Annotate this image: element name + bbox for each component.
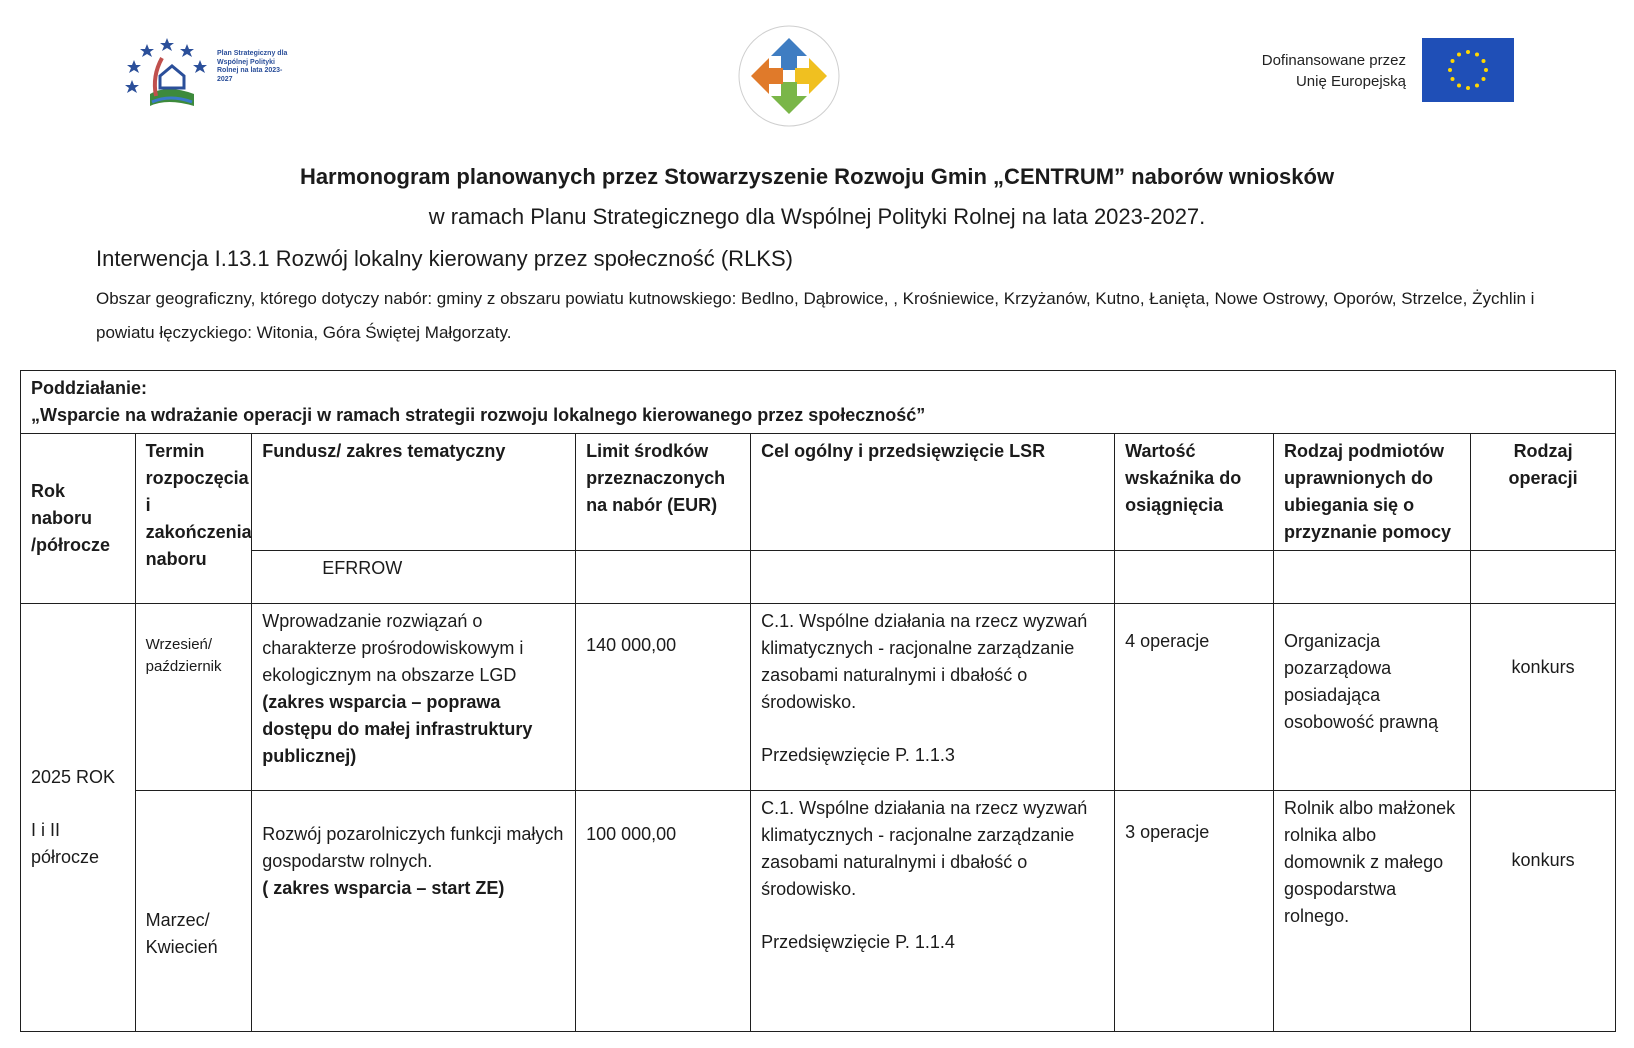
header-podmioty: Rodzaj podmiotów uprawnionych do ubiegania się o przyznanie pomocy [1274,434,1471,551]
header-rodzaj: Rodzaj operacji [1471,434,1616,551]
wartosc-cell: 4 operacje [1115,604,1274,791]
fundusz-cell [252,604,576,791]
cel-text: C.1. Wspólne działania na rzecz wyzwań klimatycznych - racjonalne zarządzanie zasobami naturalnymi i dbałość o środowisko. [761,611,1088,712]
fund-row-empty [576,551,751,604]
fundusz-text: Rozwój pozarolniczych funkcji małych gospodarstw rolnych. [262,824,564,871]
fund-row-empty [751,551,1115,604]
page-title: Harmonogram planowanych przez Stowarzyszenie Rozwoju Gmin „CENTRUM” naborów wniosków [299,164,1335,189]
header-fundusz: Fundusz/ zakres tematyczny [252,434,576,551]
podmioty-cell: Rolnik albo małżonek rolnika albo domownik z małego gospodarstwa rolnego. [1274,791,1471,1032]
eu-text-line2: Unię Europejską [1295,73,1406,90]
header-wartosc: Wartość wskaźnika do osiągnięcia [1115,434,1274,551]
schedule-table [20,370,1616,1032]
header-limit: Limit środków przeznaczonych na nabór (EUR) [576,434,751,551]
fund-row-empty [1471,551,1616,604]
wartosc-cell: 3 operacje [1115,791,1274,1032]
termin-cell: Marzec/ Kwiecień [135,791,252,1032]
fundusz-text: Wprowadzanie rozwiązań o charakterze prośrodowiskowym i ekologicznym na obszarze LGD [262,611,524,685]
cel-text: C.1. Wspólne działania na rzecz wyzwań klimatycznych - racjonalne zarządzanie zasobami naturalnymi i dbałość o środowisko. [761,798,1088,899]
fundusz-cell [252,791,576,1032]
wpr-logo-text: Plan Strategiczny dla Wspólnej Polityki Rolnej na lata 2023-2027 [217,50,288,83]
table-subtitle-row [21,371,1616,434]
year-label: 2025 ROK [31,767,116,787]
rodzaj-cell: konkurs [1471,791,1616,1032]
fundusz-scope: (zakres wsparcia – poprawa dostępu do małej infrastruktury publicznej) [262,692,533,766]
limit-cell: 100 000,00 [576,791,751,1032]
rodzaj-cell: konkurs [1471,604,1616,791]
fund-row-empty [1274,551,1471,604]
year-cell [21,604,136,1032]
subtitle-label: Poddziałanie: [31,378,148,398]
limit-cell: 140 000,00 [576,604,751,791]
eu-funding-logo [1238,48,1518,108]
eu-funding-text [1238,50,1406,92]
termin-cell: Wrzesień/ październik [135,604,252,791]
subtitle-text: „Wsparcie na wdrażanie operacji w ramach strategii rozwoju lokalnego kierowanego przez społeczność” [31,405,926,425]
header-termin: Termin rozpoczęcia i zakończenia naboru [135,434,252,604]
podmioty-cell: Organizacja pozarządowa posiadająca osobowość prawną [1274,604,1471,791]
intervention-title: Interwencja I.13.1 Rozwój lokalny kierowany przez społeczność (RLKS) [96,246,793,271]
wpr-emblem-icon [122,36,212,116]
wpr-logo [122,36,302,116]
fund-row [21,551,1616,604]
fund-name: EFRROW [252,551,576,604]
przedsiewziecie-text: Przedsięwzięcie P. 1.1.3 [761,745,955,765]
half-label: I i II półrocze [31,820,100,867]
header-rok: Rok naboru /półrocze [21,434,136,604]
fundusz-scope: ( zakres wsparcia – start ZE) [262,878,505,898]
eu-text-line1: Dofinansowane przez [1261,52,1406,69]
centrum-logo [733,20,845,132]
table-header-row [21,434,1616,551]
centrum-emblem-icon [733,20,845,132]
eu-flag-icon [1422,38,1514,102]
geographic-area-text: Obszar geograficzny, którego dotyczy nabór: gminy z obszaru powiatu kutnowskiego: Bedlno, Dąbrowice, , Krośniewice, Krzyżanów, Kutno, Łanięta, Nowe Ostrowy, Oporów, Strzelce, Żychlin i powiatu łęczyckiego: Witonia, Góra Świętej Małgorzaty. [96,289,1535,342]
cel-cell [751,604,1115,791]
fund-row-empty [1115,551,1274,604]
table-row [21,604,1616,791]
przedsiewziecie-text: Przedsięwzięcie P. 1.1.4 [761,932,955,952]
page-subtitle: w ramach Planu Strategicznego dla Wspólnej Polityki Rolnej na lata 2023-2027. [428,204,1206,229]
cel-cell [751,791,1115,1032]
table-row [21,791,1616,1032]
header-cel: Cel ogólny i przedsięwzięcie LSR [751,434,1115,551]
